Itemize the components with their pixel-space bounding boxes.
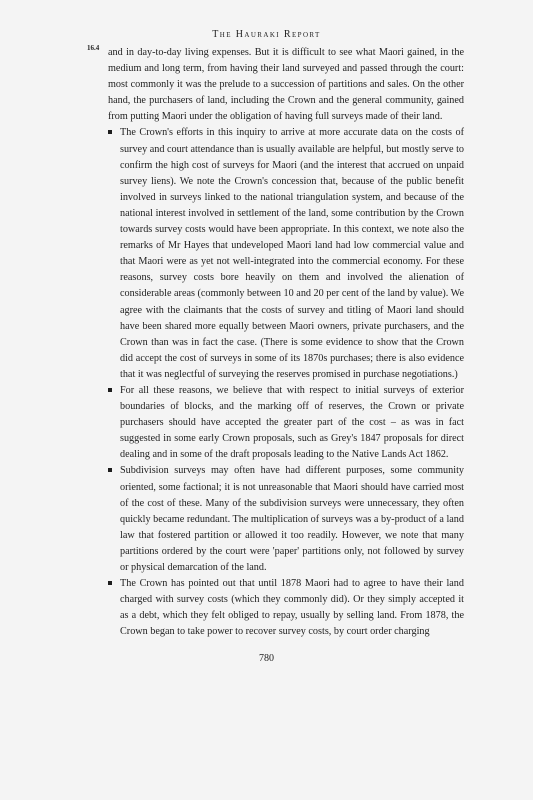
- bullet-square-icon: [108, 468, 112, 472]
- bullet-text: The Crown's efforts in this inquiry to arrive at more accurate data on the costs of survey and court attendance than is usually available are helpful, but mostly serve to confirm the high cost of surveys for Maori (and the interest that accrued on unpaid survey liens). We note the Crown's concession that, because of the public benefit involved in surveys linked to the national triangulation system, and because of the national interest involved in settlement of the land, some contribution by the Crown towards survey costs would have been appropriate. In this context, we note also the remarks of Mr Hayes that undeveloped Maori land had low commercial value and that Maori were as yet not well-integrated into the commercial economy. For these reasons, survey costs bore heavily on them and involved the alienation of considerable areas (commonly between 10 and 20 per cent of the land by value). We agree with the claimants that the costs of survey and titling of Maori land should have been shared more equally between Maori owners, private purchasers, and the Crown than was in fact the case. (There is some evidence to show that the Crown did accept the cost of surveys in some of its 1870s purchases; there is also evidence that it was neglectful of surveying the reserves promised in purchase negotiations.): [120, 127, 465, 380]
- bullet-item: [108, 463, 464, 576]
- bullet-text: For all these reasons, we believe that with respect to initial surveys of exterior boundaries of blocks, and the marking off of reserves, the Crown or private purchasers should have accepted the greater part of the cost – as was in fact suggested in some early Crown proposals, such as Grey's 1847 proposals for direct dealing and in some of the draft proposals leading to the Native Lands Act 1862.: [120, 384, 464, 461]
- page-number: 780: [259, 653, 274, 664]
- bullet-item: [108, 125, 464, 383]
- opening-paragraph: and in day-to-day living expenses. But it is difficult to see what Maori gained, in the medium and long term, from having their land surveyed and passed through the court: most commonly it was the prelude to a succession of partitions and sales. On the other hand, the purchasers of land, including the Crown and the general community, gained from putting Maori under the obligation of having full surveys made of their land.: [108, 47, 464, 123]
- bullet-item: [108, 383, 464, 463]
- bullet-square-icon: [108, 130, 112, 134]
- bullet-square-icon: [108, 581, 112, 585]
- bullet-text: The Crown has pointed out that until 1878 Maori had to agree to have their land charged with survey costs (which they commonly did). Or they simply accepted it as a debt, which they felt obliged to repay, usually by selling land. From 1878, the Crown began to take power to recover survey costs, by court order charging: [120, 578, 464, 638]
- bullet-item: [108, 576, 464, 640]
- bullet-square-icon: [108, 388, 112, 392]
- section-number: 16.4: [87, 44, 100, 52]
- running-title: The Hauraki Report: [212, 29, 321, 40]
- bullet-text: Subdivision surveys may often have had different purposes, some community oriented, some factional; it is not unreasonable that Maori should have carried most of the cost of these. Many of the subdivision surveys were unnecessary, they often quickly became redundant. The multiplication of surveys was a by-product of a land law that fostered partition or allowed it too readily. However, we note that many partitions ordered by the court were 'paper' partitions only, not followed by survey or physical demarcation of the land.: [120, 465, 464, 573]
- body-text: [108, 45, 464, 640]
- bullet-list: [108, 125, 464, 640]
